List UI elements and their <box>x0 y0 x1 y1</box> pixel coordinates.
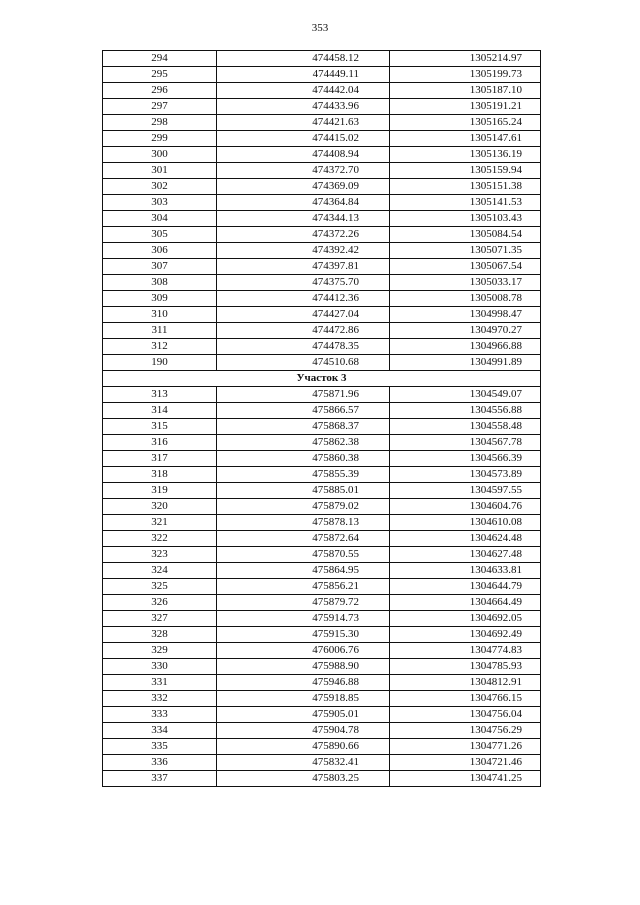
point-number-cell: 336 <box>103 755 217 771</box>
table-row <box>103 451 541 467</box>
x-coordinate-cell: 475832.41 <box>217 755 390 771</box>
y-coordinate-cell: 1305199.73 <box>390 67 541 83</box>
table-row <box>103 275 541 291</box>
table-row <box>103 595 541 611</box>
y-coordinate-cell: 1304991.89 <box>390 355 541 371</box>
x-coordinate-cell: 475879.72 <box>217 595 390 611</box>
point-number-cell: 297 <box>103 99 217 115</box>
y-coordinate-cell: 1304567.78 <box>390 435 541 451</box>
table-row <box>103 531 541 547</box>
y-coordinate-cell: 1305008.78 <box>390 291 541 307</box>
table-row <box>103 659 541 675</box>
table-row <box>103 691 541 707</box>
x-coordinate-cell: 475905.01 <box>217 707 390 723</box>
x-coordinate-cell: 475878.13 <box>217 515 390 531</box>
table-row <box>103 707 541 723</box>
point-number-cell: 302 <box>103 179 217 195</box>
point-number-cell: 327 <box>103 611 217 627</box>
point-number-cell: 337 <box>103 771 217 787</box>
page-number: 353 <box>311 22 329 34</box>
point-number-cell: 323 <box>103 547 217 563</box>
y-coordinate-cell: 1304610.08 <box>390 515 541 531</box>
y-coordinate-cell: 1304633.81 <box>390 563 541 579</box>
point-number-cell: 315 <box>103 419 217 435</box>
y-coordinate-cell: 1304604.76 <box>390 499 541 515</box>
x-coordinate-cell: 474442.04 <box>217 83 390 99</box>
point-number-cell: 335 <box>103 739 217 755</box>
table-row <box>103 611 541 627</box>
x-coordinate-cell: 474433.96 <box>217 99 390 115</box>
x-coordinate-cell: 474392.42 <box>217 243 390 259</box>
point-number-cell: 321 <box>103 515 217 531</box>
y-coordinate-cell: 1305033.17 <box>390 275 541 291</box>
point-number-cell: 316 <box>103 435 217 451</box>
point-number-cell: 309 <box>103 291 217 307</box>
point-number-cell: 296 <box>103 83 217 99</box>
coordinates-table <box>102 50 541 787</box>
y-coordinate-cell: 1304556.88 <box>390 403 541 419</box>
point-number-cell: 330 <box>103 659 217 675</box>
y-coordinate-cell: 1304644.79 <box>390 579 541 595</box>
x-coordinate-cell: 475872.64 <box>217 531 390 547</box>
y-coordinate-cell: 1305187.10 <box>390 83 541 99</box>
table-row <box>103 195 541 211</box>
x-coordinate-cell: 474421.63 <box>217 115 390 131</box>
point-number-cell: 307 <box>103 259 217 275</box>
point-number-cell: 320 <box>103 499 217 515</box>
x-coordinate-cell: 475879.02 <box>217 499 390 515</box>
y-coordinate-cell: 1305159.94 <box>390 163 541 179</box>
x-coordinate-cell: 475856.21 <box>217 579 390 595</box>
x-coordinate-cell: 474372.70 <box>217 163 390 179</box>
table-row <box>103 771 541 787</box>
x-coordinate-cell: 474372.26 <box>217 227 390 243</box>
point-number-cell: 324 <box>103 563 217 579</box>
x-coordinate-cell: 474449.11 <box>217 67 390 83</box>
table-row <box>103 67 541 83</box>
y-coordinate-cell: 1304771.26 <box>390 739 541 755</box>
point-number-cell: 325 <box>103 579 217 595</box>
table-row <box>103 99 541 115</box>
y-coordinate-cell: 1304558.48 <box>390 419 541 435</box>
table-row <box>103 339 541 355</box>
x-coordinate-cell: 474369.09 <box>217 179 390 195</box>
point-number-cell: 300 <box>103 147 217 163</box>
x-coordinate-cell: 475918.85 <box>217 691 390 707</box>
x-coordinate-cell: 474472.86 <box>217 323 390 339</box>
y-coordinate-cell: 1304664.49 <box>390 595 541 611</box>
y-coordinate-cell: 1305147.61 <box>390 131 541 147</box>
x-coordinate-cell: 476006.76 <box>217 643 390 659</box>
x-coordinate-cell: 474375.70 <box>217 275 390 291</box>
x-coordinate-cell: 475915.30 <box>217 627 390 643</box>
section-header-row <box>103 371 541 387</box>
x-coordinate-cell: 474458.12 <box>217 51 390 67</box>
point-number-cell: 332 <box>103 691 217 707</box>
section-title: Участок 3 <box>103 371 541 387</box>
y-coordinate-cell: 1305067.54 <box>390 259 541 275</box>
x-coordinate-cell: 475803.25 <box>217 771 390 787</box>
table-row <box>103 131 541 147</box>
table-row <box>103 211 541 227</box>
point-number-cell: 317 <box>103 451 217 467</box>
x-coordinate-cell: 474344.13 <box>217 211 390 227</box>
point-number-cell: 314 <box>103 403 217 419</box>
table-row <box>103 467 541 483</box>
table-row <box>103 723 541 739</box>
y-coordinate-cell: 1304785.93 <box>390 659 541 675</box>
x-coordinate-cell: 474408.94 <box>217 147 390 163</box>
y-coordinate-cell: 1304597.55 <box>390 483 541 499</box>
x-coordinate-cell: 474412.36 <box>217 291 390 307</box>
point-number-cell: 295 <box>103 67 217 83</box>
x-coordinate-cell: 475890.66 <box>217 739 390 755</box>
table-row <box>103 515 541 531</box>
y-coordinate-cell: 1305136.19 <box>390 147 541 163</box>
y-coordinate-cell: 1304692.49 <box>390 627 541 643</box>
y-coordinate-cell: 1305103.43 <box>390 211 541 227</box>
y-coordinate-cell: 1304970.27 <box>390 323 541 339</box>
coordinates-table-body <box>103 51 541 787</box>
y-coordinate-cell: 1304756.29 <box>390 723 541 739</box>
table-row <box>103 579 541 595</box>
point-number-cell: 322 <box>103 531 217 547</box>
y-coordinate-cell: 1304774.83 <box>390 643 541 659</box>
table-row <box>103 115 541 131</box>
x-coordinate-cell: 475946.88 <box>217 675 390 691</box>
table-row <box>103 291 541 307</box>
point-number-cell: 308 <box>103 275 217 291</box>
y-coordinate-cell: 1304756.04 <box>390 707 541 723</box>
table-row <box>103 483 541 499</box>
point-number-cell: 190 <box>103 355 217 371</box>
table-row <box>103 563 541 579</box>
y-coordinate-cell: 1304721.46 <box>390 755 541 771</box>
y-coordinate-cell: 1304627.48 <box>390 547 541 563</box>
x-coordinate-cell: 475885.01 <box>217 483 390 499</box>
table-row <box>103 419 541 435</box>
x-coordinate-cell: 474415.02 <box>217 131 390 147</box>
table-row <box>103 387 541 403</box>
x-coordinate-cell: 475904.78 <box>217 723 390 739</box>
table-row <box>103 499 541 515</box>
point-number-cell: 333 <box>103 707 217 723</box>
table-row <box>103 755 541 771</box>
table-row <box>103 675 541 691</box>
y-coordinate-cell: 1305141.53 <box>390 195 541 211</box>
point-number-cell: 310 <box>103 307 217 323</box>
y-coordinate-cell: 1304566.39 <box>390 451 541 467</box>
point-number-cell: 305 <box>103 227 217 243</box>
table-row <box>103 403 541 419</box>
x-coordinate-cell: 474510.68 <box>217 355 390 371</box>
y-coordinate-cell: 1304549.07 <box>390 387 541 403</box>
y-coordinate-cell: 1304966.88 <box>390 339 541 355</box>
table-row <box>103 227 541 243</box>
table-row <box>103 323 541 339</box>
x-coordinate-cell: 475855.39 <box>217 467 390 483</box>
point-number-cell: 328 <box>103 627 217 643</box>
x-coordinate-cell: 475988.90 <box>217 659 390 675</box>
point-number-cell: 313 <box>103 387 217 403</box>
x-coordinate-cell: 474478.35 <box>217 339 390 355</box>
table-row <box>103 307 541 323</box>
y-coordinate-cell: 1305214.97 <box>390 51 541 67</box>
table-row <box>103 179 541 195</box>
x-coordinate-cell: 475866.57 <box>217 403 390 419</box>
point-number-cell: 303 <box>103 195 217 211</box>
y-coordinate-cell: 1304624.48 <box>390 531 541 547</box>
x-coordinate-cell: 474397.81 <box>217 259 390 275</box>
y-coordinate-cell: 1304741.25 <box>390 771 541 787</box>
x-coordinate-cell: 474427.04 <box>217 307 390 323</box>
x-coordinate-cell: 475870.55 <box>217 547 390 563</box>
table-row <box>103 435 541 451</box>
x-coordinate-cell: 475914.73 <box>217 611 390 627</box>
point-number-cell: 301 <box>103 163 217 179</box>
table-row <box>103 627 541 643</box>
x-coordinate-cell: 474364.84 <box>217 195 390 211</box>
x-coordinate-cell: 475860.38 <box>217 451 390 467</box>
x-coordinate-cell: 475868.37 <box>217 419 390 435</box>
point-number-cell: 329 <box>103 643 217 659</box>
y-coordinate-cell: 1304692.05 <box>390 611 541 627</box>
table-row <box>103 147 541 163</box>
y-coordinate-cell: 1305191.21 <box>390 99 541 115</box>
table-row <box>103 547 541 563</box>
x-coordinate-cell: 475864.95 <box>217 563 390 579</box>
table-row <box>103 51 541 67</box>
x-coordinate-cell: 475862.38 <box>217 435 390 451</box>
point-number-cell: 304 <box>103 211 217 227</box>
table-row <box>103 739 541 755</box>
table-row <box>103 259 541 275</box>
y-coordinate-cell: 1305165.24 <box>390 115 541 131</box>
point-number-cell: 294 <box>103 51 217 67</box>
table-row <box>103 643 541 659</box>
table-row <box>103 163 541 179</box>
point-number-cell: 334 <box>103 723 217 739</box>
point-number-cell: 298 <box>103 115 217 131</box>
point-number-cell: 306 <box>103 243 217 259</box>
point-number-cell: 311 <box>103 323 217 339</box>
x-coordinate-cell: 475871.96 <box>217 387 390 403</box>
y-coordinate-cell: 1304573.89 <box>390 467 541 483</box>
table-row <box>103 83 541 99</box>
table-row <box>103 355 541 371</box>
y-coordinate-cell: 1305084.54 <box>390 227 541 243</box>
y-coordinate-cell: 1305071.35 <box>390 243 541 259</box>
point-number-cell: 318 <box>103 467 217 483</box>
point-number-cell: 326 <box>103 595 217 611</box>
point-number-cell: 319 <box>103 483 217 499</box>
point-number-cell: 299 <box>103 131 217 147</box>
y-coordinate-cell: 1304766.15 <box>390 691 541 707</box>
y-coordinate-cell: 1304998.47 <box>390 307 541 323</box>
table-row <box>103 243 541 259</box>
point-number-cell: 312 <box>103 339 217 355</box>
point-number-cell: 331 <box>103 675 217 691</box>
y-coordinate-cell: 1305151.38 <box>390 179 541 195</box>
y-coordinate-cell: 1304812.91 <box>390 675 541 691</box>
